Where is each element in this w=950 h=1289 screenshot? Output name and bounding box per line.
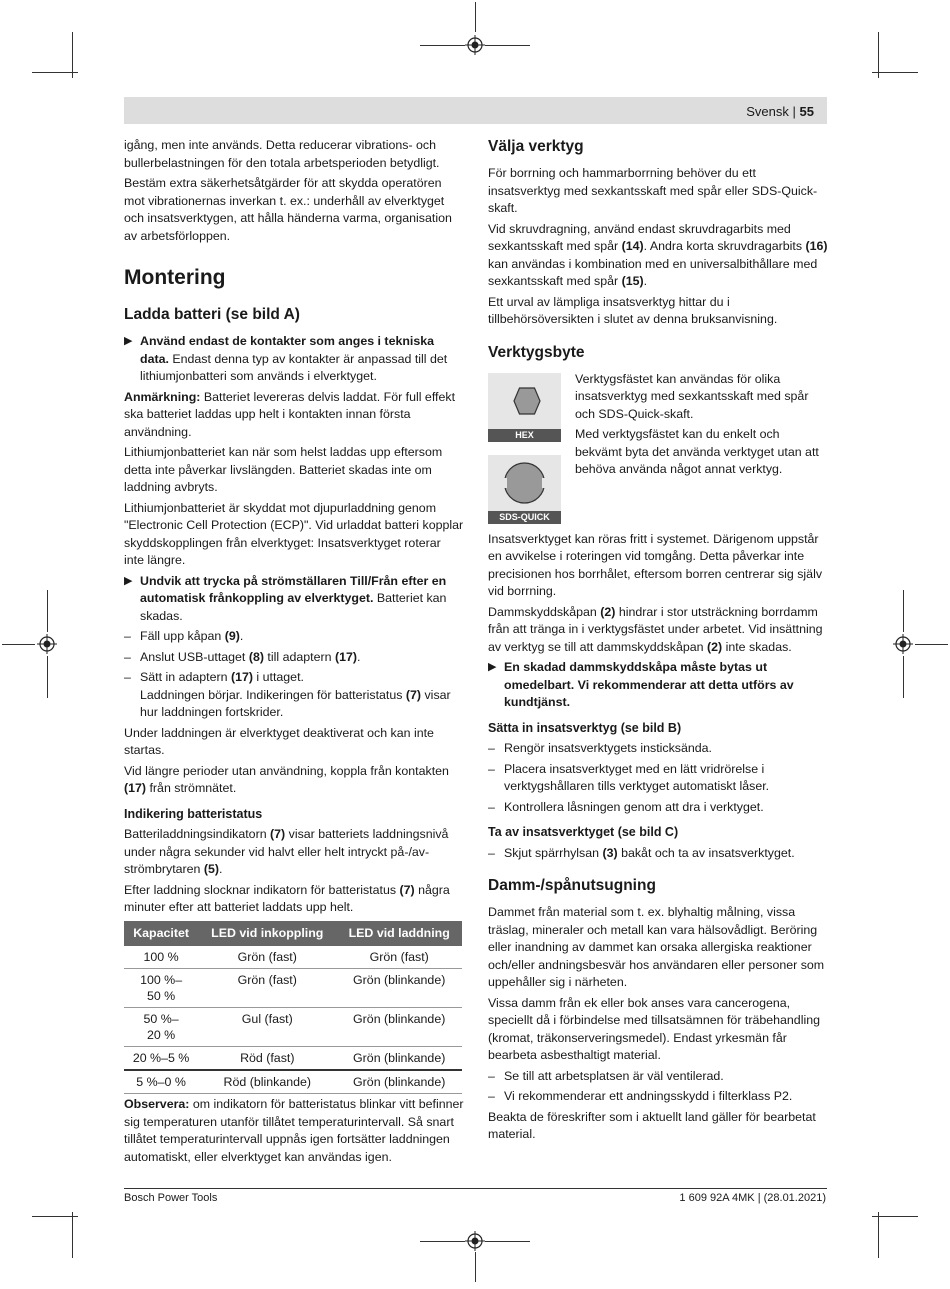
hex-shank-icon — [488, 373, 561, 429]
step-item — [488, 1068, 828, 1086]
hex-label: HEX — [488, 429, 561, 442]
step-text: Placera insatsverktyget med en lätt vridrörelse i verktygshållaren tills verktyget automatiskt låser. — [504, 761, 770, 793]
ref-number: (7) — [405, 687, 422, 702]
table-row — [124, 1008, 462, 1047]
body-paragraph: Under laddningen är elverktyget deaktiverat och kan inte startas. — [124, 725, 434, 757]
warning-bullet — [124, 333, 464, 386]
table-cell: Röd (fast) — [198, 1047, 336, 1071]
body-text: Vid skruvdragning, använd endast skruvdragarbits med sexkantsskaft med spår — [488, 221, 791, 253]
step-text: Se till att arbetsplatsen är väl ventilerad. — [504, 1068, 724, 1083]
crop-mark — [47, 656, 48, 698]
step-text: . — [239, 629, 244, 643]
body-text: från strömnätet. — [146, 781, 237, 795]
tool-change-block — [488, 371, 828, 531]
body-text: visar batteriets laddningsnivå under några sekunder vid halvt eller helt intryckt på-/av-strömbrytaren — [124, 827, 449, 876]
body-paragraph: Med verktygsfästet kan du enkelt och bekvämt byta det använda verktyget utan att behöva använda något annat verktyg. — [575, 427, 819, 476]
dash-marker: – — [488, 741, 495, 755]
body-paragraph: Beakta de föreskrifter som i aktuellt land gäller för bearbetat material. — [488, 1109, 816, 1141]
table-cell: Grön (blinkande) — [336, 1047, 462, 1071]
step-text: Anslut USB-uttaget — [140, 649, 249, 664]
registration-mark-icon — [465, 35, 485, 55]
crop-mark — [485, 45, 530, 46]
intro-paragraph: igång, men inte används. Detta reducerar vibrations- och bullerbelastningen för den totala arbetsperioden betydligt. — [124, 138, 440, 170]
subsection-heading: Välja verktyg — [488, 138, 584, 155]
footer-brand: Bosch Power Tools — [124, 1192, 218, 1204]
bullet-text: Endast denna typ av kontakter är anpassad till det lithiumjonbatteri som används i elverktyget. — [140, 351, 448, 383]
table-row — [124, 1047, 462, 1071]
step-text: i uttaget. — [252, 670, 304, 684]
body-paragraph: Lithiumjonbatteriet kan när som helst laddas upp eftersom detta inte påverkar livslängden. Batteriet skadas inte om laddning avbryts. — [124, 445, 443, 494]
crop-mark — [420, 1241, 465, 1242]
step-text: Rengör insatsverktygets insticksända. — [504, 741, 712, 755]
warning-bullet — [124, 573, 464, 626]
table-header: LED vid laddning — [336, 921, 462, 947]
body-paragraph: Dammet från material som t. ex. blyhaltig målning, vissa träslag, mineraler och metall kan vara hälsovådligt. Beröring eller inandning av dammet kan orsaka allergiska reaktioner och/eller andningsbesvär hos användaren eller personer som uppehåller sig i närheten. — [488, 905, 825, 989]
hex-figure — [488, 373, 561, 429]
crop-mark — [872, 72, 918, 73]
footer-doc-id: 1 609 92A 4MK | (28.01.2021) — [679, 1192, 826, 1204]
body-paragraph: Lithiumjonbatteriet är skyddat mot djupurladdning genom "Electronic Cell Protection (ECP)". Vid urladdat batteri kopplar skyddskopplingen från elverktyget: Insatsverktyget roterar inte längre. — [124, 500, 464, 567]
dash-marker: – — [488, 845, 495, 860]
crop-mark — [72, 1212, 73, 1258]
subsection-heading: Damm-/spånutsugning — [488, 877, 656, 894]
crop-mark — [32, 1216, 78, 1217]
ref-number: (3) — [602, 845, 618, 860]
ref-number: (14) — [621, 239, 644, 253]
dash-marker: – — [124, 629, 131, 643]
body-paragraph: Verktygsfästet kan användas för olika insatsverktyg med sexkantsskaft med spår och SDS-Quick-skaft. — [575, 371, 809, 421]
note-label: Anmärkning: — [124, 389, 201, 404]
intro-paragraph: Bestäm extra säkerhetsåtgärder för att skydda operatören mot vibrationernas inverkan t. ex.: underhåll av elverktyget och insatsverktygen, att hålla händerna varma, organisation av arbetsförloppen. — [124, 176, 452, 243]
crop-mark — [915, 644, 948, 645]
registration-mark-icon — [465, 1231, 485, 1251]
note-paragraph — [124, 1096, 464, 1166]
crop-mark — [32, 72, 78, 73]
left-column — [124, 137, 464, 1169]
bullet-triangle-icon: ▶ — [124, 574, 133, 587]
registration-mark-icon — [893, 634, 913, 654]
step-item — [124, 669, 464, 722]
body-paragraph: Insatsverktyget kan röras fritt i systemet. Därigenom uppstår en avvikelse i roteringen vid tomgång. Detta påverkar inte precisionen hos borrhålet, eftersom borren centrerar sig själv vid borrning. — [488, 531, 823, 598]
bullet-bold-text: Använd endast de kontakter som anges i tekniska data. — [140, 334, 435, 366]
body-text: . Andra korta skruvdragarbits — [643, 239, 806, 253]
ref-number: (5) — [203, 862, 220, 876]
step-text: visar hur laddningen fortskrider. — [140, 687, 451, 719]
step-item — [488, 1088, 828, 1106]
step-item — [488, 799, 828, 817]
crop-mark — [2, 644, 35, 645]
body-text: . — [643, 274, 648, 288]
page-header — [746, 104, 814, 119]
dash-marker: – — [488, 1089, 495, 1103]
dash-marker: – — [124, 670, 131, 684]
header-language: Svensk — [746, 104, 789, 119]
table-header: LED vid inkoppling — [198, 921, 336, 947]
body-text: Dammskyddskåpan — [488, 604, 601, 619]
body-paragraph: Ett urval av lämpliga insatsverktyg hittar du i tillbehörsöversikten i slutet av denna bruksanvisning. — [488, 294, 778, 326]
table-cell: Grön (fast) — [198, 946, 336, 969]
note-paragraph — [124, 389, 464, 442]
ref-number: (17) — [334, 649, 357, 664]
sds-quick-label: SDS-QUICK — [488, 511, 561, 524]
ref-number: (7) — [399, 882, 415, 897]
ref-number: (2) — [600, 604, 616, 619]
step-text: Laddningen börjar. Indikeringen för batteristatus — [140, 687, 406, 702]
table-cell: Grön (fast) — [198, 969, 336, 1008]
step-text: Fäll upp kåpan — [140, 629, 225, 643]
table-row — [124, 969, 462, 1008]
bullet-triangle-icon: ▶ — [488, 661, 497, 673]
table-header: Kapacitet — [124, 921, 198, 947]
table-cell: Grön (blinkande) — [336, 969, 462, 1008]
table-cell: 50 %– 20 % — [124, 1008, 198, 1047]
step-text: . — [356, 649, 361, 664]
note-label: Observera: — [124, 1097, 190, 1111]
tool-change-text — [575, 371, 828, 482]
table-cell: Grön (blinkande) — [336, 1070, 462, 1094]
dash-marker: – — [488, 1068, 495, 1083]
body-text: Efter laddning slocknar indikatorn för batteristatus — [124, 882, 400, 897]
step-text: Kontrollera låsningen genom att dra i verktyget. — [504, 799, 764, 814]
table-cell: Grön (fast) — [336, 946, 462, 969]
step-text: till adaptern — [263, 649, 335, 664]
body-text: kan användas i kombination med en universalbithållare med sexkantsskaft med spår — [488, 256, 818, 288]
crop-mark — [485, 1241, 530, 1242]
table-cell: Röd (blinkande) — [198, 1070, 336, 1094]
registration-mark-icon — [37, 634, 57, 654]
dash-marker: – — [488, 799, 495, 814]
ref-number: (2) — [707, 639, 723, 654]
table-cell: 20 %–5 % — [124, 1047, 198, 1071]
crop-mark — [878, 1212, 879, 1258]
body-paragraph — [124, 882, 464, 917]
crop-mark — [420, 45, 465, 46]
header-separator: | — [792, 104, 796, 119]
subsection-heading: Ladda batteri (se bild A) — [124, 306, 300, 323]
ref-number: (17) — [124, 781, 147, 795]
table-cell: 5 %–0 % — [124, 1070, 198, 1094]
bullet-triangle-icon: ▶ — [124, 335, 133, 347]
note-text: om indikatorn för batteristatus blinkar vitt befinner sig temperaturen utanför tillåtet temperaturintervall. Så snart tillåtet temperaturintervall uppnås igen fortsätter laddningen automatiskt, eller elverktyget kan användas igen. — [124, 1097, 464, 1164]
step-item — [124, 628, 464, 646]
step-item — [488, 761, 828, 796]
crop-mark — [872, 1216, 918, 1217]
dash-marker: – — [488, 761, 495, 776]
table-cell: Gul (fast) — [198, 1008, 336, 1047]
bullet-text: Batteriet kan skadas. — [140, 591, 447, 623]
body-text: . — [219, 862, 223, 876]
crop-mark — [47, 590, 48, 632]
body-text: några minuter efter att batteriet laddats upp helt. — [124, 882, 450, 914]
section-heading: Montering — [124, 266, 226, 289]
note-text: Batteriet levereras delvis laddat. För full effekt ska batteriet laddas upp helt i kontakten innan första användning. — [124, 389, 456, 439]
step-text: Skjut spärrhylsan — [504, 845, 603, 860]
bullet-bold-text: Undvik att trycka på strömställaren Till/Från efter en automatisk frånkoppling av elverktyget. — [140, 573, 447, 605]
bullet-bold-text: En skadad dammskyddskåpa måste bytas ut omedelbart. Vi rekommenderar att detta utförs av kundtjänst. — [504, 660, 794, 709]
table-cell: Grön (blinkande) — [336, 1008, 462, 1047]
step-text: bakåt och ta av insatsverktyget. — [617, 845, 795, 860]
body-paragraph — [488, 604, 828, 657]
ref-number: (8) — [248, 649, 264, 664]
body-paragraph: För borrning och hammarborrning behöver du ett insatsverktyg med sexkantsskaft med spår eller SDS-Quick-skaft. — [488, 166, 818, 215]
minor-heading: Indikering batteristatus — [124, 806, 263, 821]
battery-status-table — [124, 921, 462, 1095]
body-text: inte skadas. — [722, 639, 792, 654]
crop-mark — [903, 590, 904, 632]
ref-number: (15) — [621, 274, 644, 288]
crop-mark — [475, 2, 476, 32]
ref-number: (16) — [805, 239, 828, 253]
body-text: Vid längre perioder utan användning, koppla från kontakten — [124, 763, 449, 778]
body-text: Batteriladdningsindikatorn — [124, 827, 271, 841]
minor-heading: Ta av insatsverktyget (se bild C) — [488, 825, 679, 839]
minor-heading: Sätta in insatsverktyg (se bild B) — [488, 720, 682, 735]
footer-rule — [124, 1188, 827, 1189]
step-item — [488, 740, 828, 758]
sds-quick-shank-icon — [488, 455, 561, 511]
header-band — [124, 97, 827, 124]
crop-mark — [475, 1252, 476, 1282]
table-row — [124, 1070, 462, 1094]
page-number: 55 — [799, 104, 814, 119]
table-cell: 100 %– 50 % — [124, 969, 198, 1008]
step-text: Sätt in adaptern — [140, 670, 231, 684]
table-row — [124, 946, 462, 969]
table-cell: 100 % — [124, 946, 198, 969]
body-text: hindrar i stor utsträckning borrdamm från att tränga in i verktygsfästet under arbetet. Vid insättning av verktyg se till att dammskyddskåpan — [488, 604, 823, 654]
ref-number: (9) — [224, 629, 240, 643]
warning-bullet — [488, 659, 828, 712]
right-column — [488, 137, 828, 1147]
body-paragraph — [488, 221, 828, 291]
subsection-heading: Verktygsbyte — [488, 343, 585, 361]
step-item — [124, 649, 464, 667]
sds-quick-figure — [488, 455, 561, 511]
ref-number: (17) — [230, 670, 253, 684]
step-text: Vi rekommenderar ett andningsskydd i filterklass P2. — [504, 1089, 793, 1103]
dash-marker: – — [124, 649, 131, 664]
body-paragraph — [124, 763, 464, 798]
step-item — [488, 845, 828, 863]
crop-mark — [903, 656, 904, 698]
body-paragraph: Vissa damm från ek eller bok anses vara cancerogena, speciellt då i förbindelse med tillsatsämnen för träbehandling (kromat, träkonserveringsmedel). Endast yrkesmän får bearbeta asbesthaltigt material. — [488, 995, 820, 1062]
ref-number: (7) — [270, 827, 286, 841]
body-paragraph — [124, 826, 464, 879]
